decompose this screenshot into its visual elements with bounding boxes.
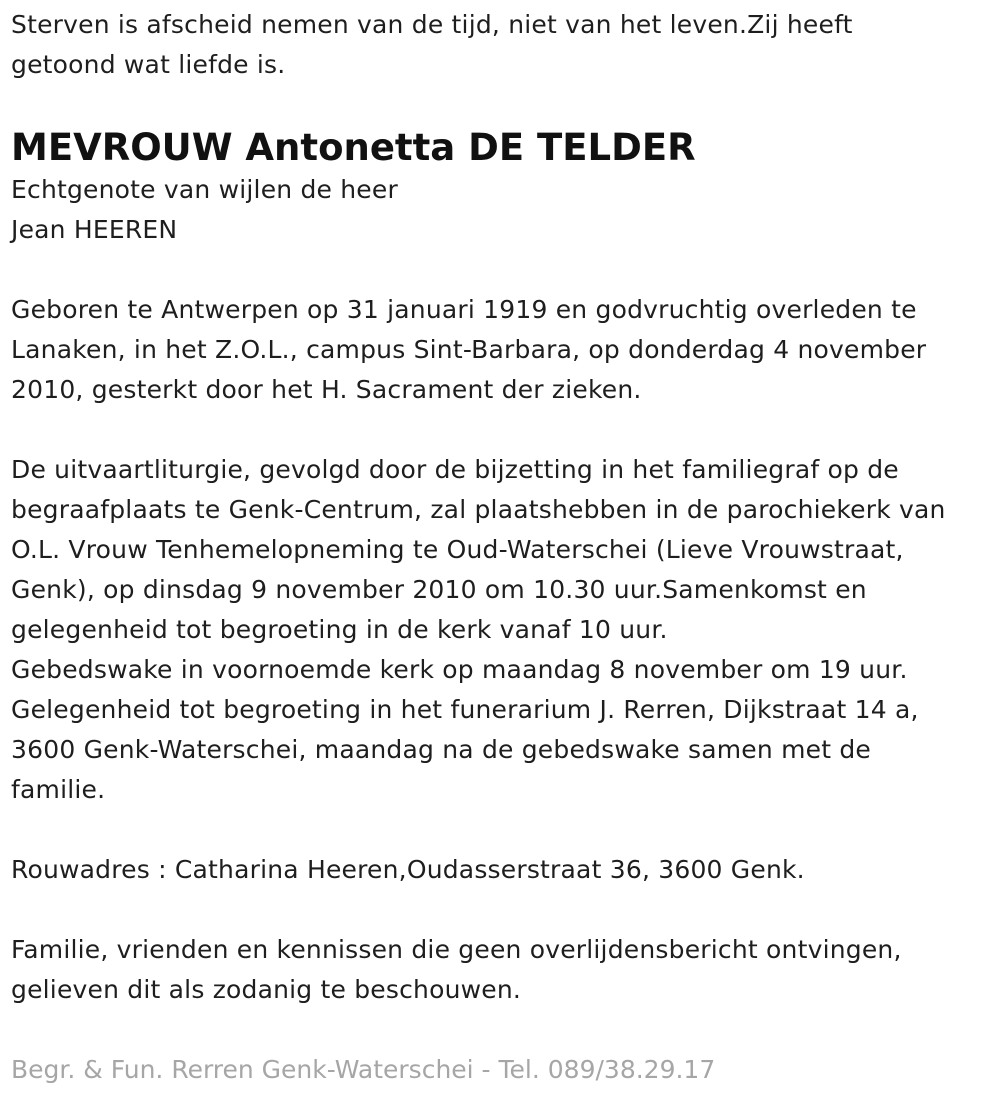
paragraph-line: begraafplaats te Genk-Centrum, zal plaatshebben in de parochiekerk van <box>11 495 946 524</box>
funeral-home-footer: Begr. & Fun. Rerren Genk-Waterschei - Tel. 089/38.29.17 <box>11 1055 716 1084</box>
paragraph-line: Genk), op dinsdag 9 november 2010 om 10.30 uur.Samenkomst en <box>11 575 867 604</box>
spouse-line: Jean HEEREN <box>11 215 178 244</box>
mourning-address-line: Rouwadres : Catharina Heeren,Oudasserstraat 36, 3600 Genk. <box>11 855 805 884</box>
notice-paragraph <box>11 930 996 1010</box>
intro-line: Sterven is afscheid nemen van de tijd, niet van het leven.Zij heeft <box>11 10 853 39</box>
funeral-paragraph <box>11 450 996 810</box>
paragraph-line: Familie, vrienden en kennissen die geen overlijdensbericht ontvingen, <box>11 935 902 964</box>
intro-line: getoond wat liefde is. <box>11 50 286 79</box>
paragraph-line: Gelegenheid tot begroeting in het funerarium J. Rerren, Dijkstraat 14 a, <box>11 695 919 724</box>
deceased-name: MEVROUW Antonetta DE TELDER <box>11 126 696 169</box>
paragraph-line: 2010, gesterkt door het H. Sacrament der zieken. <box>11 375 642 404</box>
paragraph-line: O.L. Vrouw Tenhemelopneming te Oud-Waterschei (Lieve Vrouwstraat, <box>11 535 904 564</box>
spouse-line: Echtgenote van wijlen de heer <box>11 175 398 204</box>
intro-quote <box>11 5 996 85</box>
paragraph-line: Geboren te Antwerpen op 31 januari 1919 en godvruchtig overleden te <box>11 295 917 324</box>
paragraph-line: gelieven dit als zodanig te beschouwen. <box>11 975 522 1004</box>
mourning-address <box>11 850 996 890</box>
paragraph-line: gelegenheid tot begroeting in de kerk vanaf 10 uur. <box>11 615 668 644</box>
paragraph-line: Lanaken, in het Z.O.L., campus Sint-Barbara, op donderdag 4 november <box>11 335 927 364</box>
birth-death-paragraph <box>11 290 996 410</box>
paragraph-line: familie. <box>11 775 106 804</box>
paragraph-line: 3600 Genk-Waterschei, maandag na de gebedswake samen met de <box>11 735 872 764</box>
paragraph-line: De uitvaartliturgie, gevolgd door de bijzetting in het familiegraf op de <box>11 455 899 484</box>
spouse-info <box>11 170 996 250</box>
paragraph-line: Gebedswake in voornoemde kerk op maandag 8 november om 19 uur. <box>11 655 908 684</box>
death-notice <box>11 0 996 1090</box>
